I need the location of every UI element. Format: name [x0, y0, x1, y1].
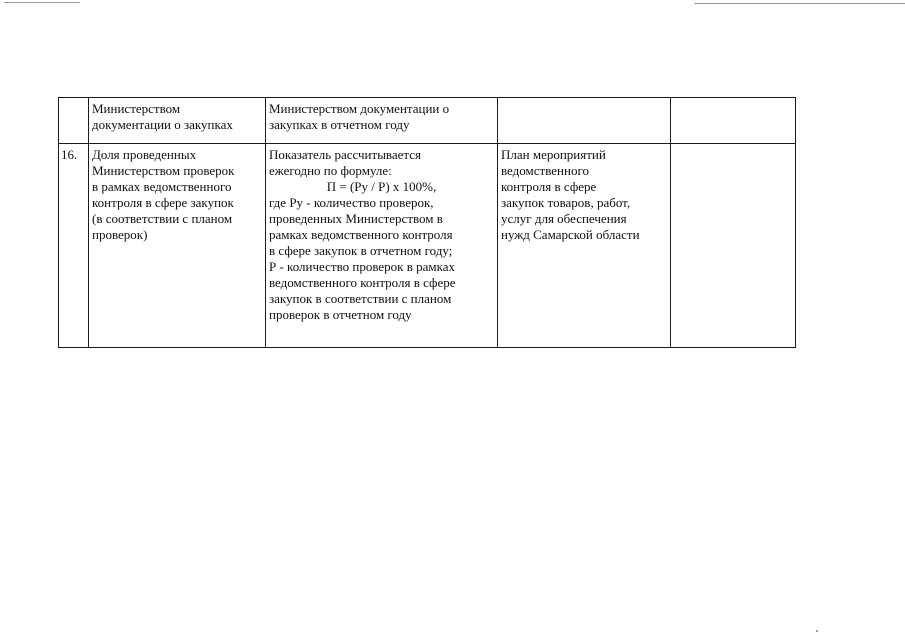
formula: П = (Ру / Р) х 100%, [326, 179, 437, 194]
scan-speck [816, 630, 818, 632]
method-line: ежегодно по формуле: [269, 163, 392, 178]
source-line: План мероприятий [501, 147, 606, 162]
indicator-line: Министерством проверок [92, 163, 235, 178]
method-line: Р - количество проверок в рамках [269, 259, 455, 274]
scan-edge-line-right [694, 3, 905, 4]
method-line: где Ру - количество проверок, [269, 195, 434, 210]
table-row [59, 98, 796, 144]
indicator-line: Министерством [92, 101, 181, 116]
indicator-cell [89, 144, 266, 348]
extra-cell [671, 144, 796, 348]
method-line: Министерством документации о [269, 101, 450, 116]
source-cell [498, 144, 671, 348]
extra-cell [671, 98, 796, 144]
indicators-table [58, 97, 796, 348]
method-line: проверок в отчетном году [269, 307, 412, 322]
source-line: нужд Самарской области [501, 227, 640, 242]
method-line: проведенных Министерством в [269, 211, 443, 226]
method-line: в сфере закупок в отчетном году; [269, 243, 453, 258]
row-number-cell [59, 98, 89, 144]
indicator-line: документации о закупках [92, 117, 233, 132]
indicator-line: проверок) [92, 227, 148, 242]
indicator-line: (в соответствии с планом [92, 211, 233, 226]
indicator-cell [89, 98, 266, 144]
source-line: ведомственного [501, 163, 589, 178]
method-line: закупках в отчетном году [269, 117, 410, 132]
method-cell [266, 98, 498, 144]
row-number: 16. [61, 147, 78, 162]
table-row [59, 144, 796, 348]
indicator-line: Доля проведенных [92, 147, 197, 162]
source-cell [498, 98, 671, 144]
source-line: закупок товаров, работ, [501, 195, 631, 210]
source-line: услуг для обеспечения [501, 211, 627, 226]
row-number-cell [59, 144, 89, 348]
method-line: рамках ведомственного контроля [269, 227, 453, 242]
indicator-line: в рамках ведомственного [92, 179, 232, 194]
method-line: Показатель рассчитывается [269, 147, 422, 162]
scan-edge-line-left [4, 2, 80, 3]
indicator-line: контроля в сфере закупок [92, 195, 234, 210]
source-line: контроля в сфере [501, 179, 597, 194]
method-line: ведомственного контроля в сфере [269, 275, 456, 290]
method-cell [266, 144, 498, 348]
method-line: закупок в соответствии с планом [269, 291, 452, 306]
